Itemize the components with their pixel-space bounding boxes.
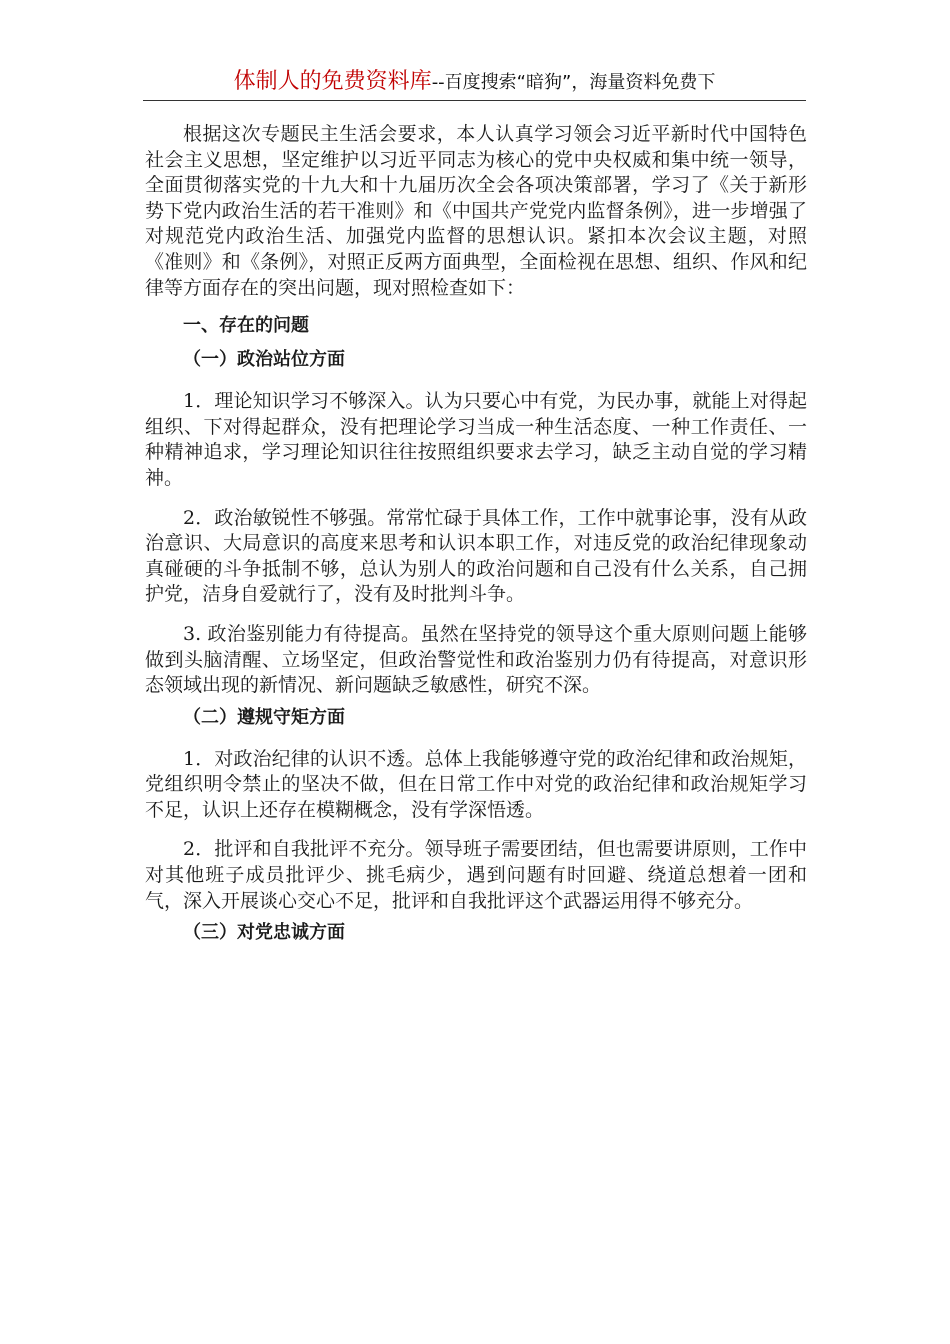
list-item: 1．理论知识学习不够深入。认为只要心中有党，为民办事，就能上对得起组织、下对得起群众，没有把理论学习当成一种生活态度、一种工作责任、一种精神追求，学习理论知识往往按照组织要求去学习，缺乏主动自觉的学习精神。 [145,390,807,489]
document-body [145,122,807,948]
subheading-political-stance: （一）政治站位方面 [183,349,345,371]
list-item: 2．政治敏锐性不够强。常常忙碌于具体工作，工作中就事论事，没有从政治意识、大局意识的高度来思考和认识本职工作，对违反党的政治纪律现象动真碰硬的斗争抵制不够，总认为别人的政治问题和自己没有什么关系，自己拥护党，洁身自爱就行了，没有及时批判斗争。 [145,506,807,606]
header-brand: 体制人的免费资料库 [233,69,432,94]
page-header [143,64,806,101]
list-item: 1．对政治纪律的认识不透。总体上我能够遵守党的政治纪律和政治规矩，党组织明令禁止的坚决不做，但在日常工作中对党的政治纪律和政治规矩学习不足，认识上还存在模糊概念，没有学深悟透。 [145,747,807,821]
section-heading-problems: 一、存在的问题 [183,315,309,337]
header-tagline: --百度搜索“暗狗”，海量资料免费下 [431,72,716,93]
list-item: 3. 政治鉴别能力有待提高。虽然在坚持党的领导这个重大原则问题上能够做到头脑清醒、立场坚定，但政治警觉性和政治鉴别力仍有待提高，对意识形态领域出现的新情况、新问题缺乏敏感性，研究不深。 [145,622,807,697]
subheading-rules-discipline: （二）遵规守矩方面 [183,706,345,728]
intro-paragraph: 根据这次专题民主生活会要求，本人认真学习领会习近平新时代中国特色社会主义思想，坚定维护以习近平同志为核心的党中央权威和集中统一领导，全面贯彻落实党的十九大和十九届历次全会各项决策部署，学习了《关于新形势下党内政治生活的若干准则》和《中国共产党党内监督条例》，进一步增强了对规范党内政治生活、加强党内监督的思想认识。紧扣本次会议主题，对照《准则》和《条例》，对照正反两方面典型，全面检视在思想、组织、作风和纪律等方面存在的突出问题，现对照检查如下： [145,123,807,299]
subheading-loyalty: （三）对党忠诚方面 [183,922,345,944]
list-item: 2．批评和自我批评不充分。领导班子需要团结，但也需要讲原则，工作中对其他班子成员批评少、挑毛病少，遇到问题有时回避、绕道总想着一团和气，深入开展谈心交心不足，批评和自我批评这个武器运用得不够充分。 [145,838,807,912]
